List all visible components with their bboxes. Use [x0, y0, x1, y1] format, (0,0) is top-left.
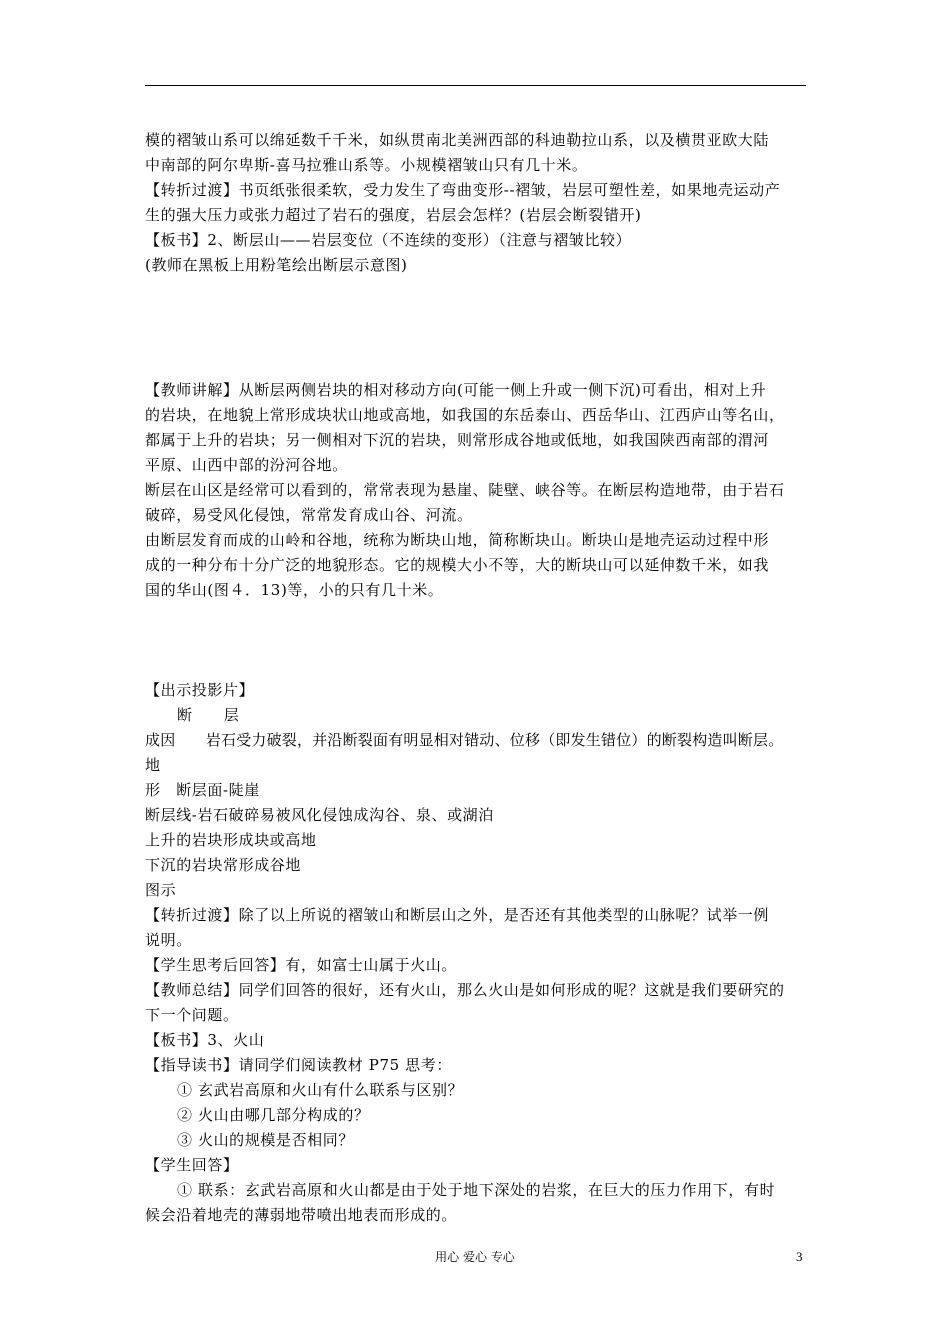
text-line: 地	[145, 756, 161, 774]
text-line: 【出示投影片】	[145, 681, 255, 699]
page-number: 3	[796, 1249, 803, 1264]
slide-title: 断 层	[177, 706, 240, 724]
text-line: 【转折过渡】书页纸张很柔软，受力发生了弯曲变形--褶皱，岩层可塑性差，如果地壳运动产	[145, 181, 781, 199]
text-line: 形 断层面-陡崖	[145, 781, 260, 799]
text-line: 破碎，易受风化侵蚀，常常发育成山谷、河流。	[145, 506, 473, 524]
text-line: 【教师总结】同学们回答的很好，还有火山，那么火山是如何形成的呢？这就是我们要研究的	[145, 981, 785, 999]
text-line: 上升的岩块形成块或高地	[145, 831, 317, 849]
text-line: 【转折过渡】除了以上所说的褶皱山和断层山之外，是否还有其他类型的山脉呢？试举一例	[145, 906, 770, 924]
text-line: 候会沿着地壳的薄弱地带喷出地表而形成的。	[145, 1206, 458, 1224]
text-line: 平原、山西中部的汾河谷地。	[145, 456, 348, 474]
text-line: 都属于上升的岩块；另一侧相对下沉的岩块，则常形成谷地或低地，如我国陕西南部的渭河	[145, 431, 770, 449]
text-line: 由断层发育而成的山岭和谷地，统称为断块山地，简称断块山。断块山是地壳运动过程中形	[145, 531, 770, 549]
text-line: 生的强大压力或张力超过了岩石的强度，岩层会怎样？(岩层会断裂错开)	[145, 206, 642, 224]
text-line: 模的褶皱山系可以绵延数千千米，如纵贯南北美洲西部的科迪勒拉山系，以及横贯亚欧大陆	[145, 131, 770, 149]
text-line: 【指导读书】请同学们阅读教材 P75 思考：	[145, 1056, 452, 1074]
text-line: 【板书】3、火山	[145, 1031, 265, 1049]
list-item: ① 联系：玄武岩高原和火山都是由于处于地下深处的岩浆，在巨大的压力作用下，有时	[177, 1181, 776, 1199]
text-line: 下沉的岩块常形成谷地	[145, 856, 302, 874]
text-line: 断层在山区是经常可以看到的，常常表现为悬崖、陡壁、峡谷等。在断层构造地带，由于岩石	[145, 481, 785, 499]
text-line: 断层线-岩石破碎易被风化侵蚀成沟谷、泉、或湖泊	[145, 806, 494, 824]
text-line: 中南部的阿尔卑斯-喜马拉雅山系等。小规模褶皱山只有几十米。	[145, 156, 588, 174]
list-item: ② 火山由哪几部分构成的？	[177, 1106, 370, 1124]
text-line: 成的一种分布十分广泛的地貌形态。它的规模大小不等，大的断块山可以延伸数千米，如我	[145, 556, 770, 574]
text-line: 【板书】2、断层山——岩层变位（不连续的变形）（注意与褶皱比较）	[145, 231, 632, 249]
text-line: 说明。	[145, 931, 192, 949]
text-line: 的岩块，在地貌上常形成块状山地或高地，如我国的东岳泰山、西岳华山、江西庐山等名山，	[145, 406, 785, 424]
text-line: 图示	[145, 881, 177, 899]
list-item: ① 玄武岩高原和火山有什么联系与区别？	[177, 1081, 464, 1099]
text-line: 成因 岩石受力破裂，并沿断裂面有明显相对错动、位移（即发生错位）的断裂构造叫断层。	[145, 731, 784, 749]
text-line: 【学生思考后回答】有，如富士山属于火山。	[145, 956, 458, 974]
text-line: 【教师讲解】从断层两侧岩块的相对移动方向(可能一侧上升或一侧下沉)可看出，相对上升	[145, 381, 767, 399]
text-line: 【学生回答】	[145, 1156, 239, 1174]
list-item: ③ 火山的规模是否相同？	[177, 1131, 354, 1149]
page-footer: 用心 爱心 专心	[435, 1250, 515, 1264]
text-line: 下一个问题。	[145, 1006, 239, 1024]
text-line: 国的华山(图４．13)等，小的只有几十米。	[145, 581, 444, 599]
text-line: (教师在黑板上用粉笔绘出断层示意图)	[145, 256, 408, 274]
header-rule	[145, 85, 806, 86]
